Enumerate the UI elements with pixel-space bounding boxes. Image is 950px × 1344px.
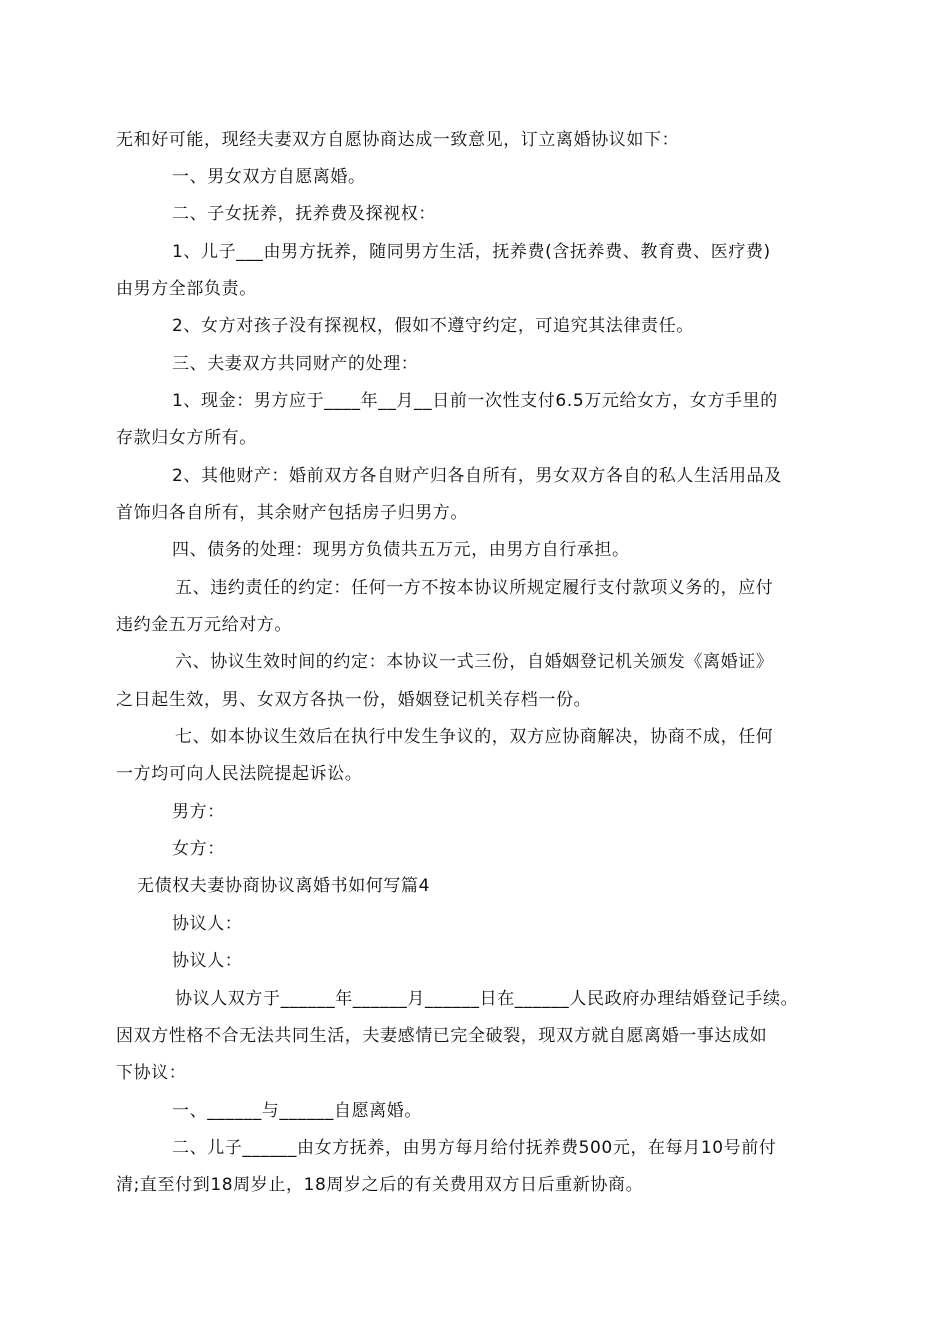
signature-label-male: 男方： bbox=[172, 802, 225, 822]
body-line: 无和好可能，现经夫妻双方自愿协商达成一致意见，订立离婚协议如下： bbox=[116, 130, 680, 150]
clause-heading: 三、夫妻双方共同财产的处理： bbox=[172, 354, 419, 374]
body-line: 首饰归各自所有，其余财产包括房子归男方。 bbox=[116, 503, 468, 523]
signature-label-female: 女方： bbox=[172, 839, 225, 859]
clause-heading: 五、违约责任的约定：任何一方不按本协议所规定履行支付款项义务的，应付 bbox=[175, 578, 774, 598]
clause-heading: 一、男女双方自愿离婚。 bbox=[172, 167, 366, 187]
clause-heading: 二、子女抚养，抚养费及探视权： bbox=[172, 204, 436, 224]
party-label: 协议人： bbox=[172, 951, 243, 971]
body-line: 2、女方对孩子没有探视权，假如不遵守约定，可追究其法律责任。 bbox=[172, 316, 694, 336]
clause-heading: 一、______与______自愿离婚。 bbox=[172, 1101, 422, 1121]
body-line: 1、儿子___由男方抚养，随同男方生活，抚养费(含抚养费、教育费、医疗费) bbox=[172, 242, 771, 262]
body-line: 因双方性格不合无法共同生活，夫妻感情已完全破裂，现双方就自愿离婚一事达成如 bbox=[116, 1026, 768, 1046]
body-line: 违约金五万元给对方。 bbox=[116, 615, 292, 635]
body-line: 一方均可向人民法院提起诉讼。 bbox=[116, 764, 363, 784]
section-title: 无债权夫妻协商协议离婚书如何写篇4 bbox=[137, 876, 431, 896]
clause-heading: 六、协议生效时间的约定：本协议一式三份，自婚姻登记机关颁发《离婚证》 bbox=[175, 652, 774, 672]
clause-heading: 七、如本协议生效后在执行中发生争议的，双方应协商解决，协商不成，任何 bbox=[175, 727, 774, 747]
body-line: 由男方全部负责。 bbox=[116, 279, 257, 299]
clause-heading: 四、债务的处理：现男方负债共五万元，由男方自行承担。 bbox=[172, 540, 630, 560]
body-line: 协议人双方于______年______月______日在______人民政府办理结婚登记手续。 bbox=[175, 989, 799, 1009]
body-line: 1、现金：男方应于____年__月__日前一次性支付6.5万元给女方，女方手里的 bbox=[172, 391, 778, 411]
body-line: 下协议： bbox=[116, 1063, 187, 1083]
body-line: 存款归女方所有。 bbox=[116, 428, 257, 448]
body-line: 之日起生效，男、女双方各执一份，婚姻登记机关存档一份。 bbox=[116, 690, 592, 710]
body-line: 清;直至付到18周岁止，18周岁之后的有关费用双方日后重新协商。 bbox=[116, 1175, 644, 1195]
clause-heading: 二、儿子______由女方抚养，由男方每月给付抚养费500元，在每月10号前付 bbox=[172, 1138, 777, 1158]
party-label: 协议人： bbox=[172, 914, 243, 934]
body-line: 2、其他财产：婚前双方各自财产归各自所有，男女双方各自的私人生活用品及 bbox=[172, 466, 782, 486]
